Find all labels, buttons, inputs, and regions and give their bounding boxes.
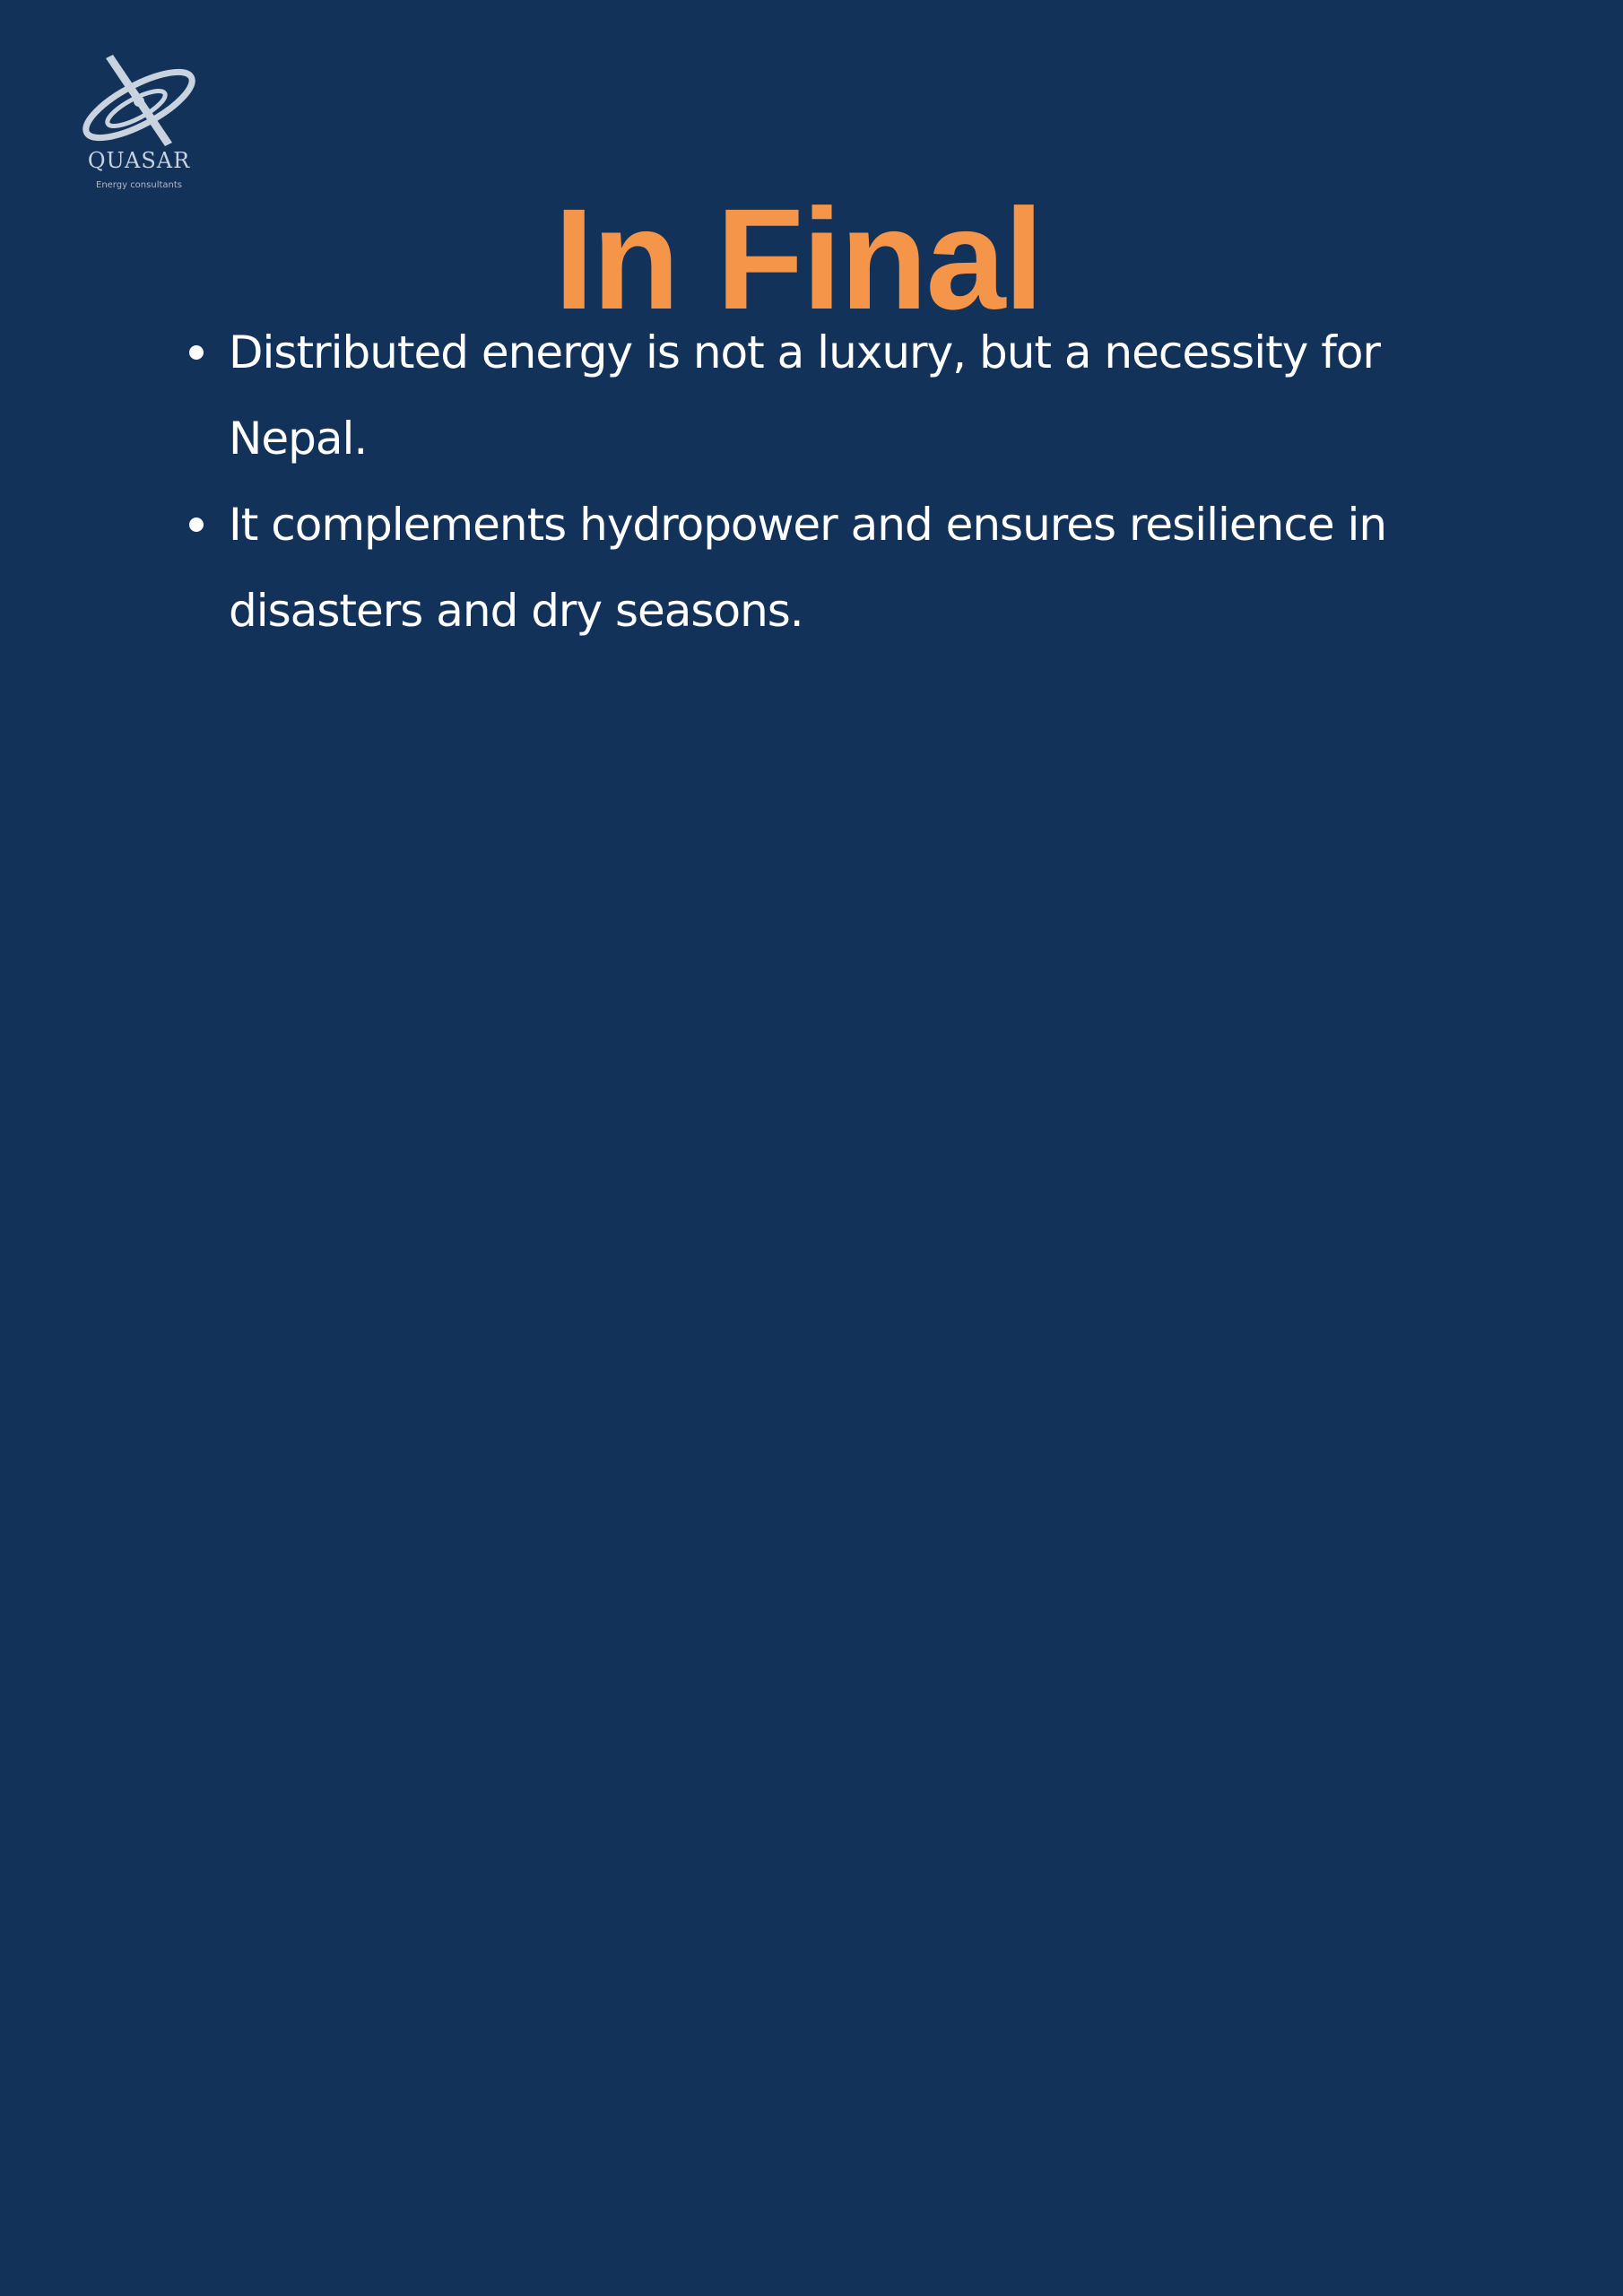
bullet-marker (189, 345, 204, 360)
bullet-text: Distributed energy is not a luxury, but a necessity for Nepal. (229, 326, 1380, 465)
bullet-item (229, 309, 1466, 482)
company-logo (72, 49, 206, 193)
logo-name: QUASAR (87, 148, 191, 173)
bullet-list (229, 309, 1466, 654)
logo-tagline: Energy consultants (96, 180, 182, 190)
bullet-text: It complements hydropower and ensures resilience in disasters and dry seasons. (229, 499, 1387, 637)
bullet-marker (189, 517, 204, 532)
bullet-item (229, 482, 1466, 654)
quasar-logo-icon (72, 49, 206, 148)
page-title: In Final (554, 178, 1042, 340)
